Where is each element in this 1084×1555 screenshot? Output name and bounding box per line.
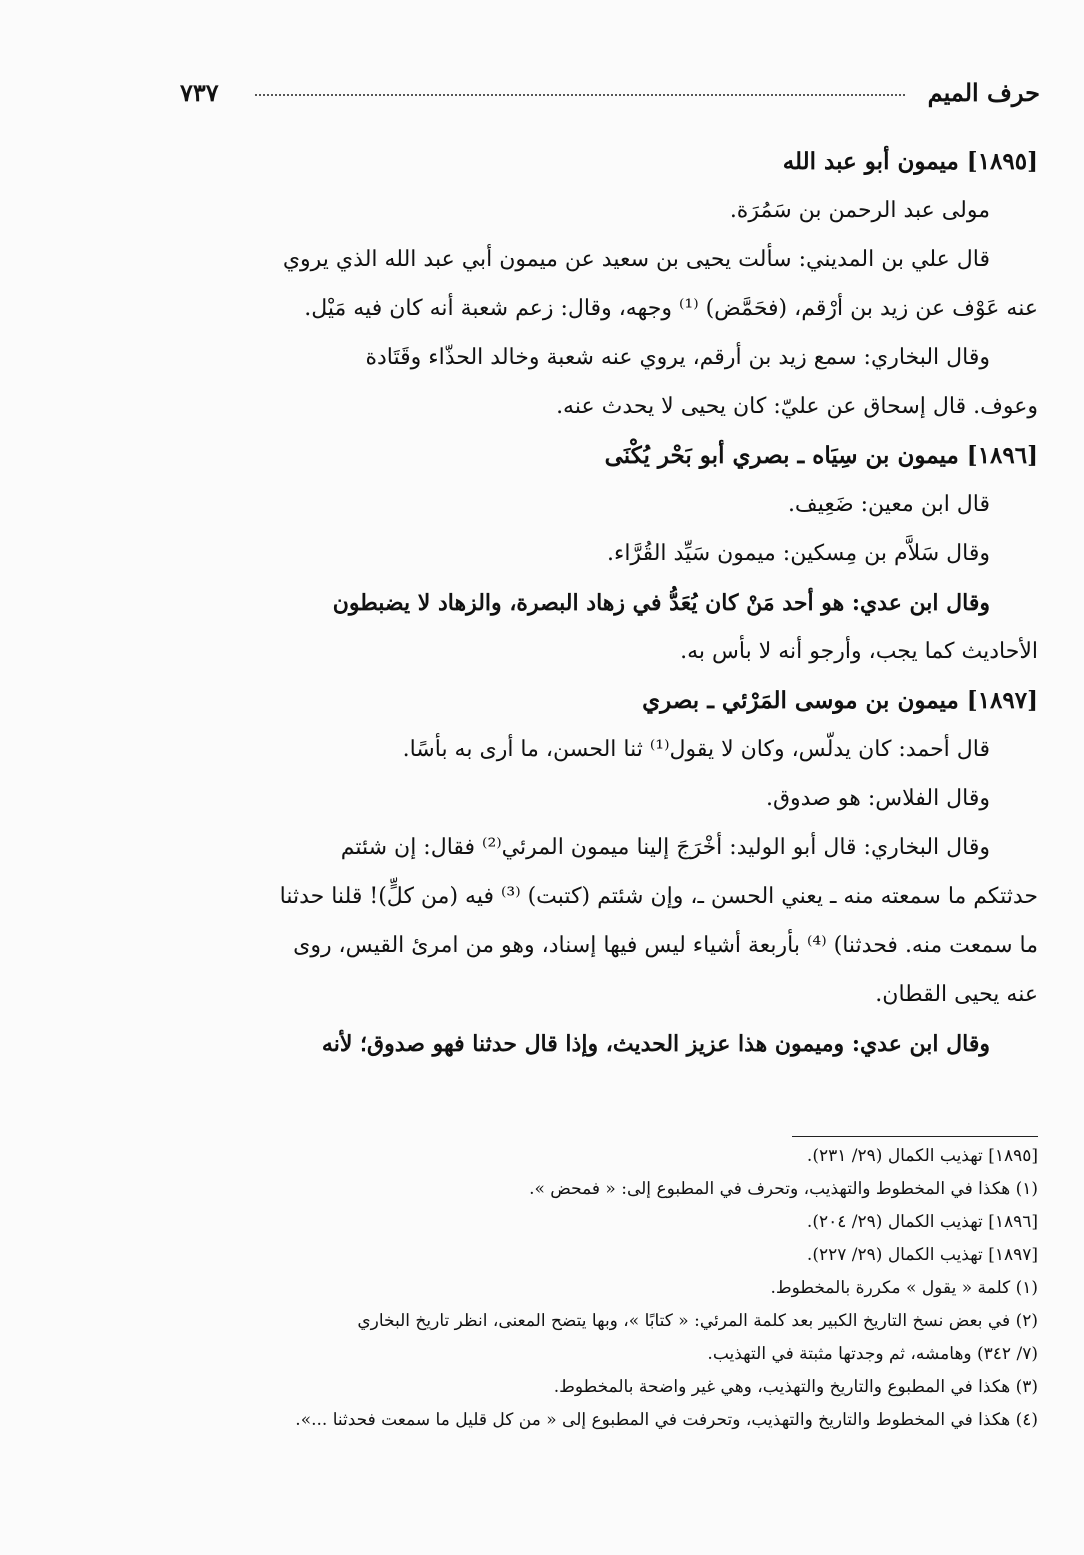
page-number: ٧٣٧ [180,78,219,107]
text-line: وعوف. قال إسحاق عن عليّ: كان يحيى لا يحدث عنه. [556,394,1038,419]
footnotes [158,1140,1038,1437]
chapter-title: حرف الميم [927,78,1040,107]
text-line: قال أحمد: كان يدلّس، وكان لا يقول⁽¹⁾ ثنا الحسن، ما أرى به بأسًا. [402,737,990,762]
text-line: ما سمعت منه. فحدثنا) ⁽⁴⁾ بأربعة أشياء ليس فيها إسناد، وهو من امرئ القيس، روى [293,933,1038,958]
footnote: (١) كلمة « يقول » مكررة بالمخطوط. [770,1278,1038,1298]
text-line: وقال ابن عدي: وميمون هذا عزيز الحديث، وإذا قال حدثنا فهو صدوق؛ لأنه [321,1031,990,1057]
footnote: (٧/ ٣٤٢) وهامشه، ثم وجدتها مثبتة في التهذيب. [707,1344,1038,1364]
footnote: [١٨٩٥] تهذيب الكمال (٢٩/ ٢٣١). [806,1146,1038,1166]
text-line: الأحاديث كما يجب، وأرجو أنه لا بأس به. [680,639,1038,664]
text-line: عنه عَوْف عن زيد بن أرْقم، (فحَمَّض) ⁽¹⁾ وجهه، وقال: زعم شعبة أنه كان فيه مَيْل. [304,296,1038,321]
text-line: قال علي بن المديني: سألت يحيى بن سعيد عن ميمون أبي عبد الله الذي يروي [282,247,990,272]
footnote: (١) هكذا في المخطوط والتهذيب، وتحرف في المطبوع إلى: « فمحض ». [529,1179,1038,1199]
header-rule [255,94,905,96]
footnote: (٢) في بعض نسخ التاريخ الكبير بعد كلمة المرئي: « كتابًا »، وبها يتضح المعنى، انظر تاريخ البخاري [357,1311,1038,1331]
text-line: وقال سَلاَّم بن مِسكين: ميمون سَيِّد القُرَّاء. [606,541,990,566]
page-header [160,78,1040,114]
entry-heading: [١٨٩٦] ميمون بن سِيَاه ـ بصري أبو بَحْر يُكْنَى [604,442,1038,469]
entry-heading: [١٨٩٥] ميمون أبو عبد الله [782,148,1038,175]
text-line: وقال البخاري: قال أبو الوليد: أخْرَجَ إلينا ميمون المرئي⁽²⁾ فقال: إن شئتم [340,835,990,860]
entry-heading: [١٨٩٧] ميمون بن موسى المَرْئي ـ بصري [642,687,1038,714]
text-line: وقال البخاري: سمع زيد بن أرقم، يروي عنه شعبة وخالد الحذّاء وقَتَادة [365,345,990,370]
text-line: وقال ابن عدي: هو أحد مَنْ كان يُعَدُّ في زهاد البصرة، والزهاد لا يضبطون [332,590,990,616]
text-line: عنه يحيى القطان. [875,982,1038,1007]
footnote: (٤) هكذا في المخطوط والتاريخ والتهذيب، وتحرفت في المطبوع إلى « من كل قليل ما سمعت فحدثنا ...». [295,1410,1038,1430]
footnote: [١٨٩٧] تهذيب الكمال (٢٩/ ٢٢٧). [806,1245,1038,1265]
footnote: [١٨٩٦] تهذيب الكمال (٢٩/ ٢٠٤). [806,1212,1038,1232]
text-line: مولى عبد الرحمن بن سَمُرَة. [729,198,990,223]
footnote: (٣) هكذا في المطبوع والتاريخ والتهذيب، وهي غير واضحة بالمخطوط. [553,1377,1038,1397]
footnote-separator [792,1136,1038,1137]
text-line: قال ابن معين: ضَعِيف. [787,492,990,517]
text-line: حدثتكم ما سمعته منه ـ يعني الحسن ـ، وإن شئتم (كتبت) ⁽³⁾ فيه (من كلٍّ)! قلنا حدثنا [279,884,1038,909]
main-text [158,142,1038,1073]
text-line: وقال الفلاس: هو صدوق. [765,786,990,811]
